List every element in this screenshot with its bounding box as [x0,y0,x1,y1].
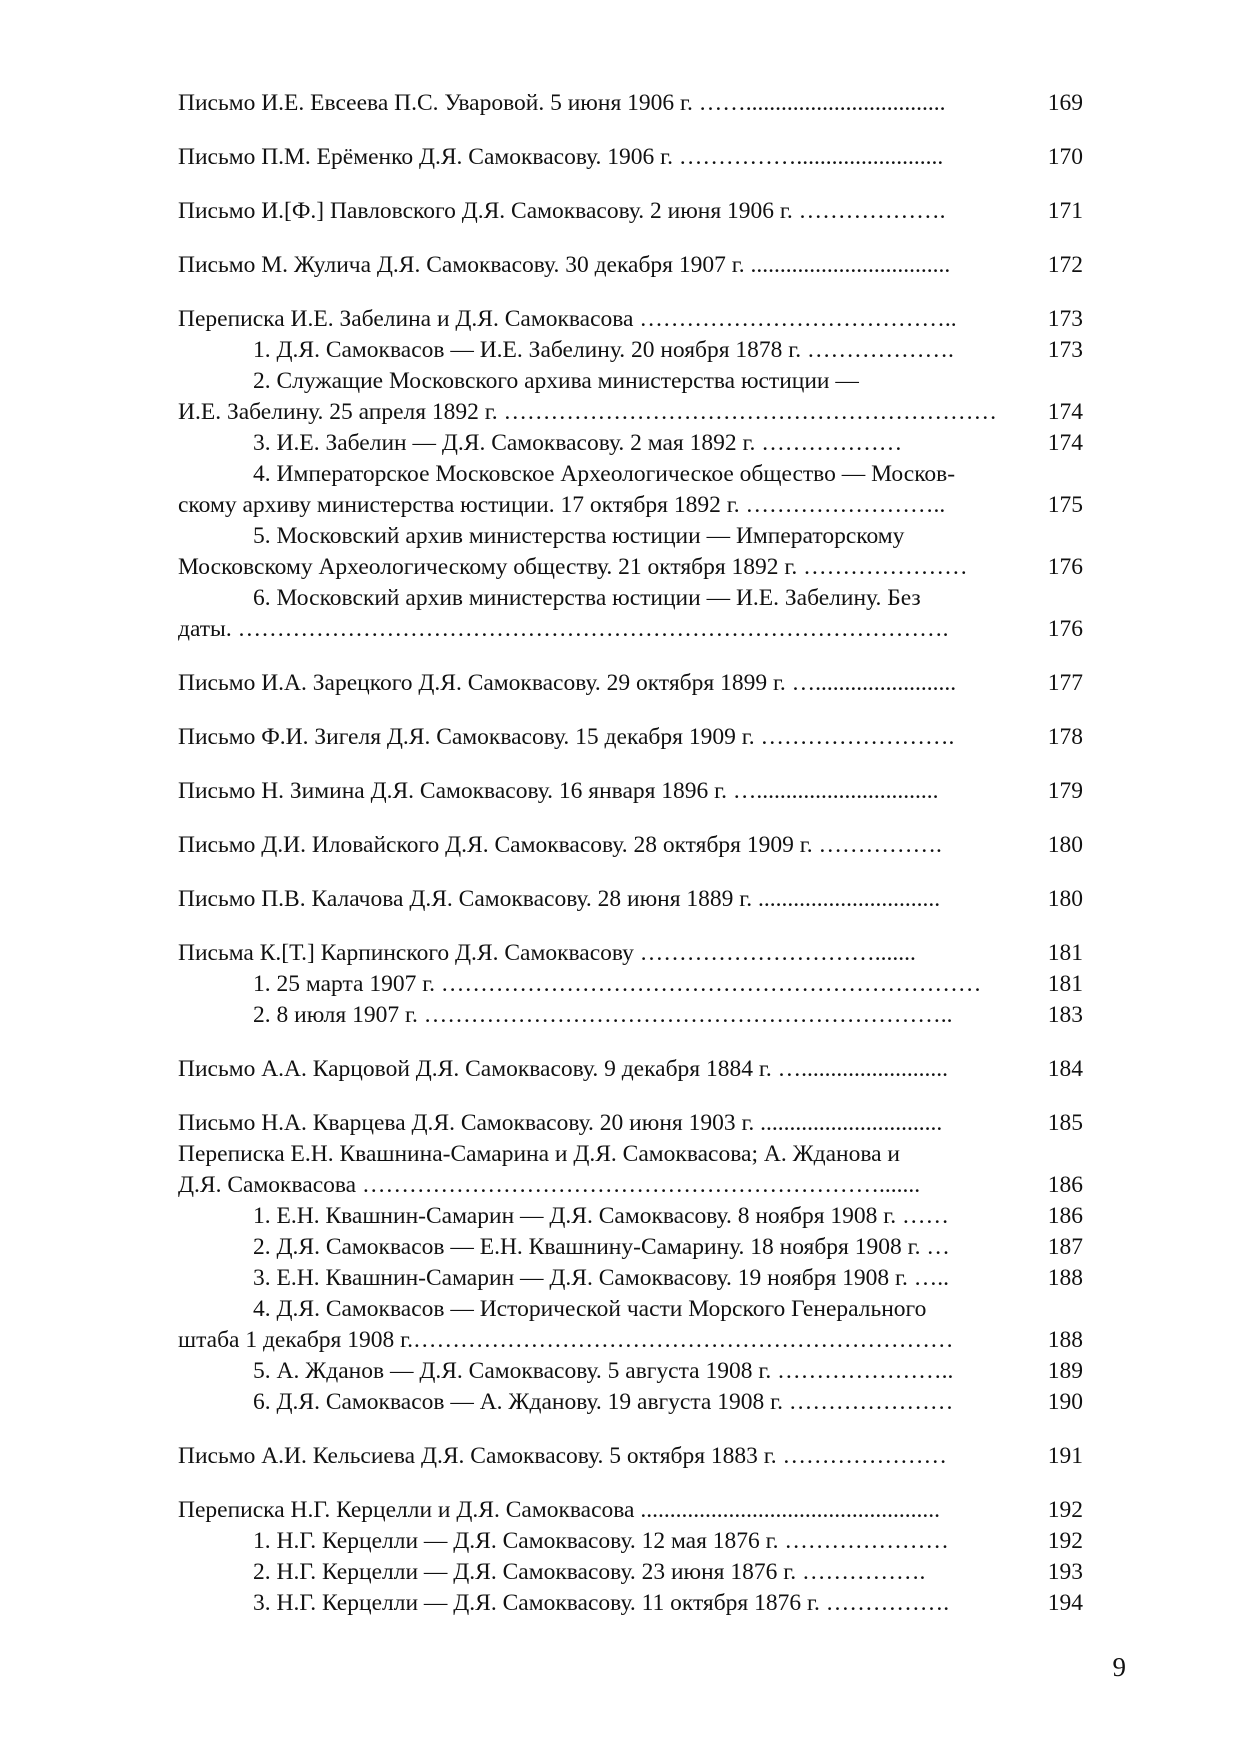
toc-page-number: 179 [1047,778,1083,804]
toc-entry: Переписка И.Е. Забелина и Д.Я. Самоквасова ………………………………….. 173 [178,304,1083,335]
toc-page-number: 192 [1047,1497,1083,1523]
toc-subentry: 4. Императорское Московское Археологическое общество — Москов- [253,461,956,487]
toc-page-number: 183 [1047,1002,1083,1028]
toc-subentry: 1. Н.Г. Керцелли — Д.Я. Самоквасову. 12 мая 1876 г. ………………… 192 [178,1526,1083,1557]
toc-entry: Письмо А.А. Карцовой Д.Я. Самоквасову. 9 декабря 1884 г. …......................... 184 [178,1054,1083,1085]
toc-subentry: 2. Служащие Московского архива министерства юстиции — [253,368,859,394]
toc-page-number: 193 [1047,1559,1083,1585]
toc-page-number: 170 [1047,144,1083,170]
toc-entry: Письмо А.И. Кельсиева Д.Я. Самоквасову. 5 октября 1883 г. ………………… 191 [178,1441,1083,1472]
toc-subentry: 1. Д.Я. Самоквасов — И.Е. Забелину. 20 ноября 1878 г. ………………. 173 [178,335,1083,366]
toc-page-number: 176 [1047,616,1083,642]
page-number: 9 [1112,1652,1126,1682]
toc-page-number: 180 [1047,832,1083,858]
toc-entry: Письмо Н.А. Кварцева Д.Я. Самоквасову. 20 июня 1903 г. ............................... 185 [178,1108,1083,1139]
toc-page-number: 174 [1047,399,1083,425]
toc-page-number: 181 [1047,940,1083,966]
toc-entry: Письмо Д.И. Иловайского Д.Я. Самоквасову. 28 октября 1909 г. ……………. 180 [178,830,1083,861]
toc-entry-continuation: Д.Я. Самоквасова …………………………………………………………....... 186 [178,1170,1083,1201]
toc-page-number: 188 [1047,1327,1083,1353]
toc-entry: Письмо М. Жулича Д.Я. Самоквасову. 30 декабря 1907 г. .................................. 172 [178,250,1083,281]
toc-subentry: 2. Д.Я. Самоквасов — Е.Н. Квашнину-Самарину. 18 ноября 1908 г. … 187 [178,1232,1083,1263]
toc-page-number: 194 [1047,1590,1083,1616]
toc-subentry: 3. Е.Н. Квашнин-Самарин — Д.Я. Самоквасову. 19 ноября 1908 г. ….. 188 [178,1263,1083,1294]
toc-page-number: 178 [1047,724,1083,750]
toc-subentry: 3. Н.Г. Керцелли — Д.Я. Самоквасову. 11 октября 1876 г. ……………. 194 [178,1588,1083,1619]
toc-page-number: 172 [1047,252,1083,278]
toc-page-number: 181 [1047,971,1083,997]
table-of-contents [178,88,1083,1619]
toc-entry: Письма К.[Т.] Карпинского Д.Я. Самоквасову …………………………....... 181 [178,938,1083,969]
toc-subentry: 2. 8 июля 1907 г. ………………………………………………………….. 183 [178,1000,1083,1031]
toc-page-number: 173 [1047,306,1083,332]
toc-page-number: 176 [1047,554,1083,580]
toc-subentry-continuation: скому архиву министерства юстиции. 17 октября 1892 г. …………………….. 175 [178,490,1083,521]
toc-entry: Письмо П.В. Калачова Д.Я. Самоквасову. 28 июня 1889 г. ............................... 180 [178,884,1083,915]
toc-page-number: 180 [1047,886,1083,912]
toc-page-number: 190 [1047,1389,1083,1415]
toc-subentry-continuation: даты. ………………………………………………………………………………. 176 [178,614,1083,645]
toc-page-number: 186 [1047,1203,1083,1229]
toc-subentry: 5. Московский архив министерства юстиции — Императорскому [253,523,905,549]
toc-page-number: 191 [1047,1443,1083,1469]
toc-entry: Письмо Н. Зимина Д.Я. Самоквасову. 16 января 1896 г. …............................... 179 [178,776,1083,807]
toc-entry: Письмо И.[Ф.] Павловского Д.Я. Самоквасову. 2 июня 1906 г. ………………. 171 [178,196,1083,227]
toc-entry: Письмо Ф.И. Зигеля Д.Я. Самоквасову. 15 декабря 1909 г. ……………………. 178 [178,722,1083,753]
toc-subentry: 1. 25 марта 1907 г. …………………………………………………………… 181 [178,969,1083,1000]
toc-page-number: 192 [1047,1528,1083,1554]
toc-page-number: 185 [1047,1110,1083,1136]
toc-subentry: 2. Н.Г. Керцелли — Д.Я. Самоквасову. 23 июня 1876 г. ……………. 193 [178,1557,1083,1588]
toc-entry: Письмо П.М. Ерёменко Д.Я. Самоквасову. 1906 г. ……………......................... 170 [178,142,1083,173]
toc-page-number: 189 [1047,1358,1083,1384]
toc-subentry-continuation: Московскому Археологическому обществу. 21 октября 1892 г. ………………… 176 [178,552,1083,583]
toc-subentry-continuation: штаба 1 декабря 1908 г.…………………………………………………………… 188 [178,1325,1083,1356]
toc-subentry: 4. Д.Я. Самоквасов — Исторической части Морского Генерального [253,1296,927,1322]
toc-subentry: 6. Д.Я. Самоквасов — А. Жданову. 19 августа 1908 г. ………………… 190 [178,1387,1083,1418]
toc-subentry: 1. Е.Н. Квашнин-Самарин — Д.Я. Самоквасову. 8 ноября 1908 г. …… 186 [178,1201,1083,1232]
toc-page-number: 177 [1047,670,1083,696]
toc-page-number: 188 [1047,1265,1083,1291]
toc-page-number: 187 [1047,1234,1083,1260]
toc-entry: Письмо И.Е. Евсеева П.С. Уваровой. 5 июня 1906 г. …….................................. 169 [178,88,1083,119]
toc-page-number: 186 [1047,1172,1083,1198]
toc-subentry: 3. И.Е. Забелин — Д.Я. Самоквасову. 2 мая 1892 г. ……………… 174 [178,428,1083,459]
toc-subentry: 6. Московский архив министерства юстиции — И.Е. Забелину. Без [253,585,921,611]
toc-subentry: 5. А. Жданов — Д.Я. Самоквасову. 5 августа 1908 г. ………………….. 189 [178,1356,1083,1387]
toc-page-number: 173 [1047,337,1083,363]
toc-page-number: 171 [1047,198,1083,224]
toc-subentry-continuation: И.Е. Забелину. 25 апреля 1892 г. ……………………………………………………… 174 [178,397,1083,428]
toc-entry: Переписка Е.Н. Квашнина-Самарина и Д.Я. Самоквасова; А. Жданова и [178,1141,901,1167]
toc-page-number: 175 [1047,492,1083,518]
toc-entry: Письмо И.А. Зарецкого Д.Я. Самоквасову. 29 октября 1899 г. …........................ 177 [178,668,1083,699]
toc-page-number: 169 [1047,90,1083,116]
toc-page-number: 184 [1047,1056,1083,1082]
toc-entry: Переписка Н.Г. Керцелли и Д.Я. Самоквасова ................................................... 192 [178,1495,1083,1526]
toc-page-number: 174 [1047,430,1083,456]
